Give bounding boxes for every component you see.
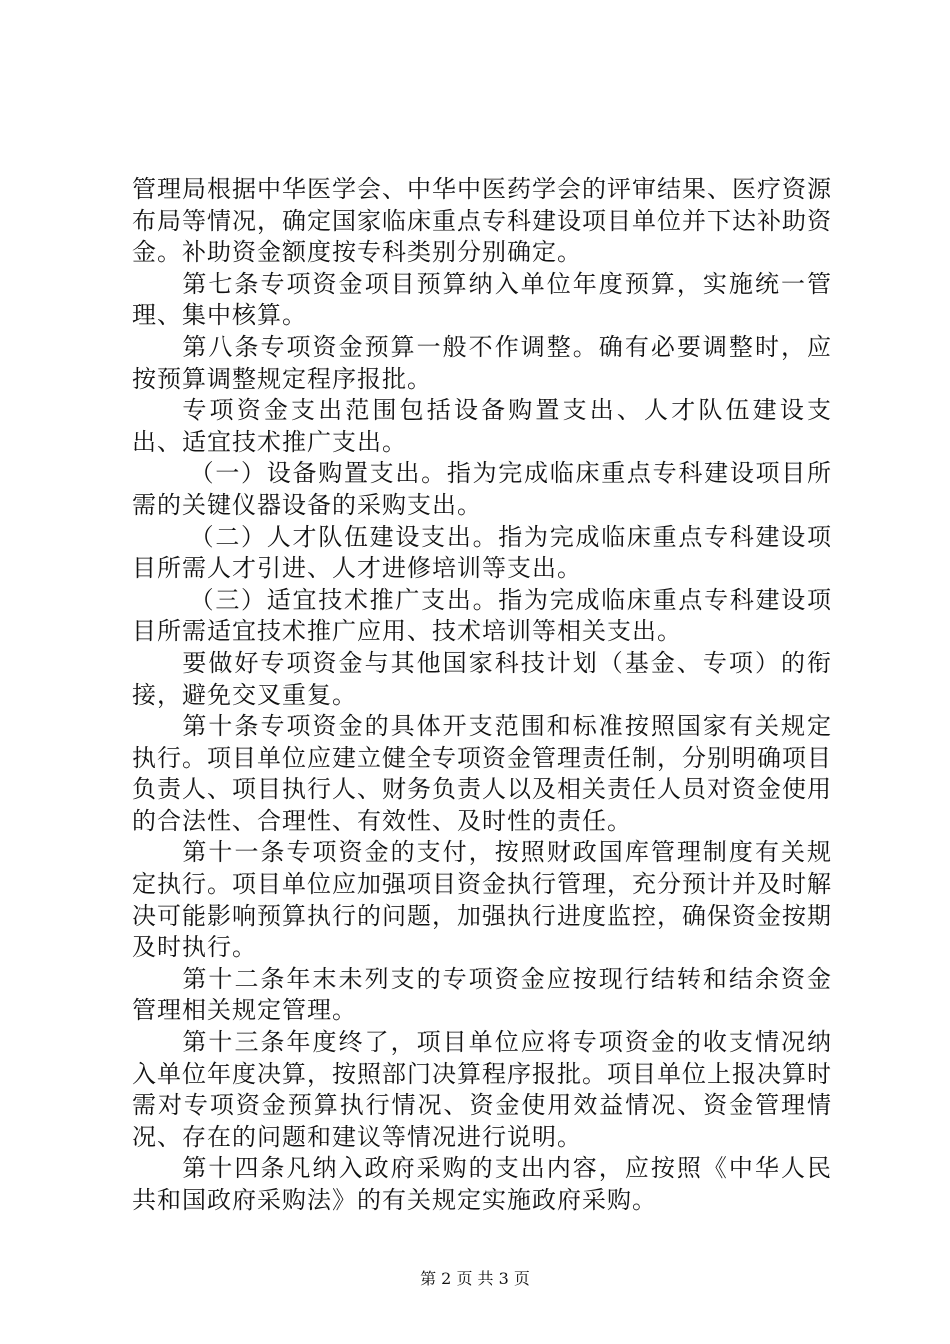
document-body	[132, 174, 832, 1217]
paragraph-equipment-purchase: （一）设备购置支出。指为完成临床重点专科建设项目所需的关键仪器设备的采购支出。	[132, 459, 832, 519]
paragraph-coordination: 要做好专项资金与其他国家科技计划（基金、专项）的衔接，避免交叉重复。	[132, 648, 832, 709]
paragraph-article-13: 第十三条年度终了，项目单位应将专项资金的收支情况纳入单位年度决算，按照部门决算程序报批。项目单位上报决算时需对专项资金预算执行情况、资金使用效益情况、资金管理情况、存在的问题和建议等情况进行说明。	[132, 1028, 832, 1151]
paragraph-expenditure-scope: 专项资金支出范围包括设备购置支出、人才队伍建设支出、适宜技术推广支出。	[132, 396, 832, 456]
paragraph-talent-building: （二）人才队伍建设支出。指为完成临床重点专科建设项目所需人才引进、人才进修培训等支出。	[132, 522, 832, 583]
paragraph-article-10: 第十条专项资金的具体开支范围和标准按照国家有关规定执行。项目单位应建立健全专项资金管理责任制，分别明确项目负责人、项目执行人、财务负责人以及相关责任人员对资金使用的合法性、合理性、有效性、及时性的责任。	[132, 712, 832, 835]
paragraph-continuation: 管理局根据中华医学会、中华中医药学会的评审结果、医疗资源布局等情况，确定国家临床重点专科建设项目单位并下达补助资金。补助资金额度按专科类别分别确定。	[132, 175, 832, 267]
paragraph-technology-promotion: （三）适宜技术推广支出。指为完成临床重点专科建设项目所需适宜技术推广应用、技术培训等相关支出。	[132, 585, 832, 646]
paragraph-article-7: 第七条专项资金项目预算纳入单位年度预算，实施统一管理、集中核算。	[132, 269, 832, 330]
paragraph-article-8: 第八条专项资金预算一般不作调整。确有必要调整时，应按预算调整规定程序报批。	[132, 332, 832, 393]
paragraph-article-12: 第十二条年末未列支的专项资金应按现行结转和结余资金管理相关规定管理。	[132, 964, 832, 1025]
page-number-footer: 第 2 页 共 3 页	[420, 1269, 530, 1288]
paragraph-article-14: 第十四条凡纳入政府采购的支出内容，应按照《中华人民共和国政府采购法》的有关规定实施政府采购。	[132, 1154, 832, 1214]
paragraph-article-11: 第十一条专项资金的支付，按照财政国库管理制度有关规定执行。项目单位应加强项目资金执行管理，充分预计并及时解决可能影响预算执行的问题，加强执行进度监控，确保资金按期及时执行。	[132, 838, 832, 962]
